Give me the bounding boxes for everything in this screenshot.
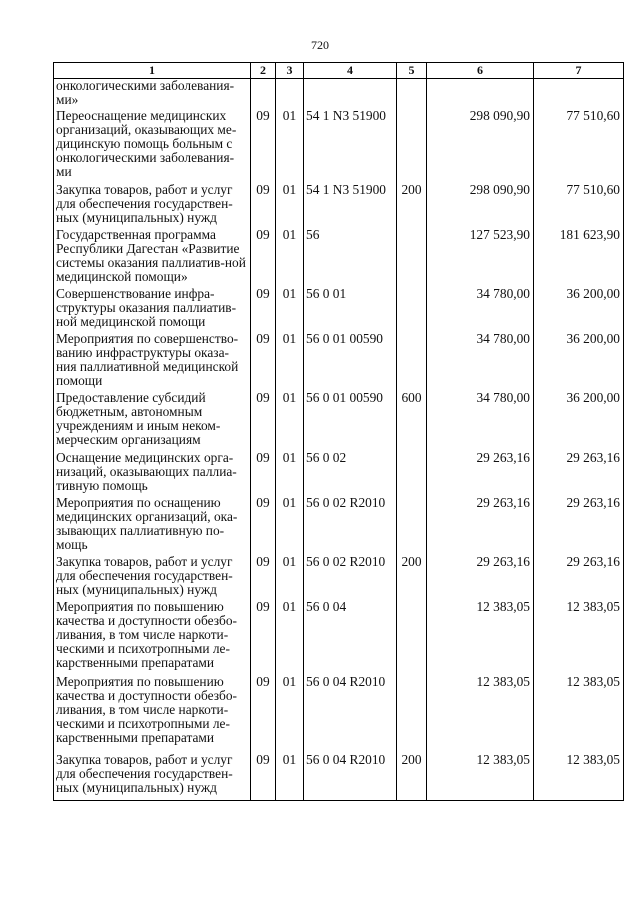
row-value-2025: 12 383,05 xyxy=(534,675,624,753)
row-value-2024 xyxy=(427,79,534,109)
row-name: Закупка товаров, работ и услуг для обеспечения государствен-ных (муниципальных) нужд xyxy=(54,555,251,600)
row-vr xyxy=(397,451,427,496)
row-vr xyxy=(397,228,427,287)
row-value-2024: 12 383,05 xyxy=(427,675,534,753)
row-vr xyxy=(397,287,427,332)
header-col-2: 2 xyxy=(251,63,276,79)
row-value-2024: 12 383,05 xyxy=(427,600,534,675)
header-col-5: 5 xyxy=(397,63,427,79)
row-value-2024: 29 263,16 xyxy=(427,496,534,555)
table-row xyxy=(54,287,624,332)
row-pz xyxy=(276,79,304,109)
row-name: Закупка товаров, работ и услуг для обеспечения государствен-ных (муниципальных) нужд xyxy=(54,183,251,228)
row-pz: 01 xyxy=(276,183,304,228)
row-value-2025: 29 263,16 xyxy=(534,555,624,600)
row-pz: 01 xyxy=(276,287,304,332)
row-cs: 56 0 04 R2010 xyxy=(304,675,397,753)
row-gp: 09 xyxy=(251,109,276,183)
row-pz: 01 xyxy=(276,451,304,496)
row-cs: 56 0 02 xyxy=(304,451,397,496)
row-cs: 56 0 02 R2010 xyxy=(304,555,397,600)
row-name: онкологическими заболевания-ми» xyxy=(54,79,251,109)
table-row xyxy=(54,600,624,675)
table-row xyxy=(54,109,624,183)
row-name: Мероприятия по повышению качества и доступности обезбо-ливания, в том числе наркоти-ческими и психотропными ле-карственными препаратами xyxy=(54,600,251,675)
row-vr xyxy=(397,79,427,109)
row-value-2024: 12 383,05 xyxy=(427,753,534,801)
table-row xyxy=(54,332,624,391)
row-vr xyxy=(397,332,427,391)
header-col-1: 1 xyxy=(54,63,251,79)
row-value-2025: 29 263,16 xyxy=(534,451,624,496)
row-name: Оснащение медицинских орга-низаций, оказывающих паллиа-тивную помощь xyxy=(54,451,251,496)
table-header-row xyxy=(54,63,624,79)
row-value-2024: 127 523,90 xyxy=(427,228,534,287)
row-cs: 56 0 01 xyxy=(304,287,397,332)
row-name: Мероприятия по совершенство-ванию инфраструктуры оказа-ния паллиативной медицинской помощи xyxy=(54,332,251,391)
row-value-2025: 29 263,16 xyxy=(534,496,624,555)
row-pz: 01 xyxy=(276,332,304,391)
row-value-2025: 77 510,60 xyxy=(534,183,624,228)
row-pz: 01 xyxy=(276,600,304,675)
row-pz: 01 xyxy=(276,228,304,287)
table-row xyxy=(54,675,624,753)
row-gp: 09 xyxy=(251,391,276,451)
row-name: Совершенствование инфра-структуры оказания паллиатив-ной медицинской помощи xyxy=(54,287,251,332)
row-gp: 09 xyxy=(251,600,276,675)
table-row xyxy=(54,228,624,287)
row-cs: 56 0 04 R2010 xyxy=(304,753,397,801)
row-gp: 09 xyxy=(251,287,276,332)
row-value-2024: 34 780,00 xyxy=(427,391,534,451)
row-value-2025 xyxy=(534,79,624,109)
row-cs: 56 0 02 R2010 xyxy=(304,496,397,555)
row-pz: 01 xyxy=(276,753,304,801)
row-gp: 09 xyxy=(251,555,276,600)
row-vr xyxy=(397,109,427,183)
row-value-2024: 29 263,16 xyxy=(427,451,534,496)
row-value-2025: 36 200,00 xyxy=(534,391,624,451)
row-name: Закупка товаров, работ и услуг для обеспечения государствен-ных (муниципальных) нужд xyxy=(54,753,251,801)
row-pz: 01 xyxy=(276,109,304,183)
row-value-2025: 181 623,90 xyxy=(534,228,624,287)
row-gp: 09 xyxy=(251,753,276,801)
page-number: 720 xyxy=(311,38,329,52)
row-name: Государственная программа Республики Дагестан «Развитие системы оказания паллиатив-ной медицинской помощи» xyxy=(54,228,251,287)
row-value-2025: 77 510,60 xyxy=(534,109,624,183)
row-gp: 09 xyxy=(251,451,276,496)
row-value-2024: 298 090,90 xyxy=(427,109,534,183)
row-pz: 01 xyxy=(276,391,304,451)
table-row xyxy=(54,451,624,496)
row-value-2025: 36 200,00 xyxy=(534,332,624,391)
row-value-2025: 12 383,05 xyxy=(534,753,624,801)
header-col-3: 3 xyxy=(276,63,304,79)
row-gp: 09 xyxy=(251,496,276,555)
row-cs: 54 1 N3 51900 xyxy=(304,183,397,228)
header-col-7: 7 xyxy=(534,63,624,79)
budget-table xyxy=(53,62,624,801)
row-vr xyxy=(397,496,427,555)
row-gp: 09 xyxy=(251,675,276,753)
row-value-2024: 34 780,00 xyxy=(427,332,534,391)
row-value-2025: 12 383,05 xyxy=(534,600,624,675)
row-gp: 09 xyxy=(251,183,276,228)
row-vr: 200 xyxy=(397,753,427,801)
table-row xyxy=(54,183,624,228)
row-gp: 09 xyxy=(251,332,276,391)
table-row xyxy=(54,496,624,555)
table-row xyxy=(54,753,624,801)
row-gp xyxy=(251,79,276,109)
row-vr: 200 xyxy=(397,555,427,600)
row-vr: 200 xyxy=(397,183,427,228)
row-cs: 56 0 04 xyxy=(304,600,397,675)
row-name: Переоснащение медицинских организаций, оказывающих ме-дицинскую помощь больным с онкологическими заболевания-ми xyxy=(54,109,251,183)
row-value-2024: 298 090,90 xyxy=(427,183,534,228)
table-row xyxy=(54,391,624,451)
header-col-4: 4 xyxy=(304,63,397,79)
row-name: Предоставление субсидий бюджетным, автономным учреждениям и иным неком-мерческим организациям xyxy=(54,391,251,451)
row-cs: 56 xyxy=(304,228,397,287)
table-row xyxy=(54,79,624,109)
row-cs: 56 0 01 00590 xyxy=(304,391,397,451)
row-vr xyxy=(397,675,427,753)
row-pz: 01 xyxy=(276,555,304,600)
row-vr xyxy=(397,600,427,675)
row-value-2024: 29 263,16 xyxy=(427,555,534,600)
row-value-2025: 36 200,00 xyxy=(534,287,624,332)
row-cs: 56 0 01 00590 xyxy=(304,332,397,391)
row-cs xyxy=(304,79,397,109)
table-row xyxy=(54,555,624,600)
row-gp: 09 xyxy=(251,228,276,287)
row-name: Мероприятия по повышению качества и доступности обезбо-ливания, в том числе наркоти-ческими и психотропными ле-карственными препаратами xyxy=(54,675,251,753)
row-pz: 01 xyxy=(276,496,304,555)
row-pz: 01 xyxy=(276,675,304,753)
row-cs: 54 1 N3 51900 xyxy=(304,109,397,183)
row-name: Мероприятия по оснащению медицинских организаций, ока-зывающих паллиативную по-мощь xyxy=(54,496,251,555)
header-col-6: 6 xyxy=(427,63,534,79)
row-vr: 600 xyxy=(397,391,427,451)
row-value-2024: 34 780,00 xyxy=(427,287,534,332)
